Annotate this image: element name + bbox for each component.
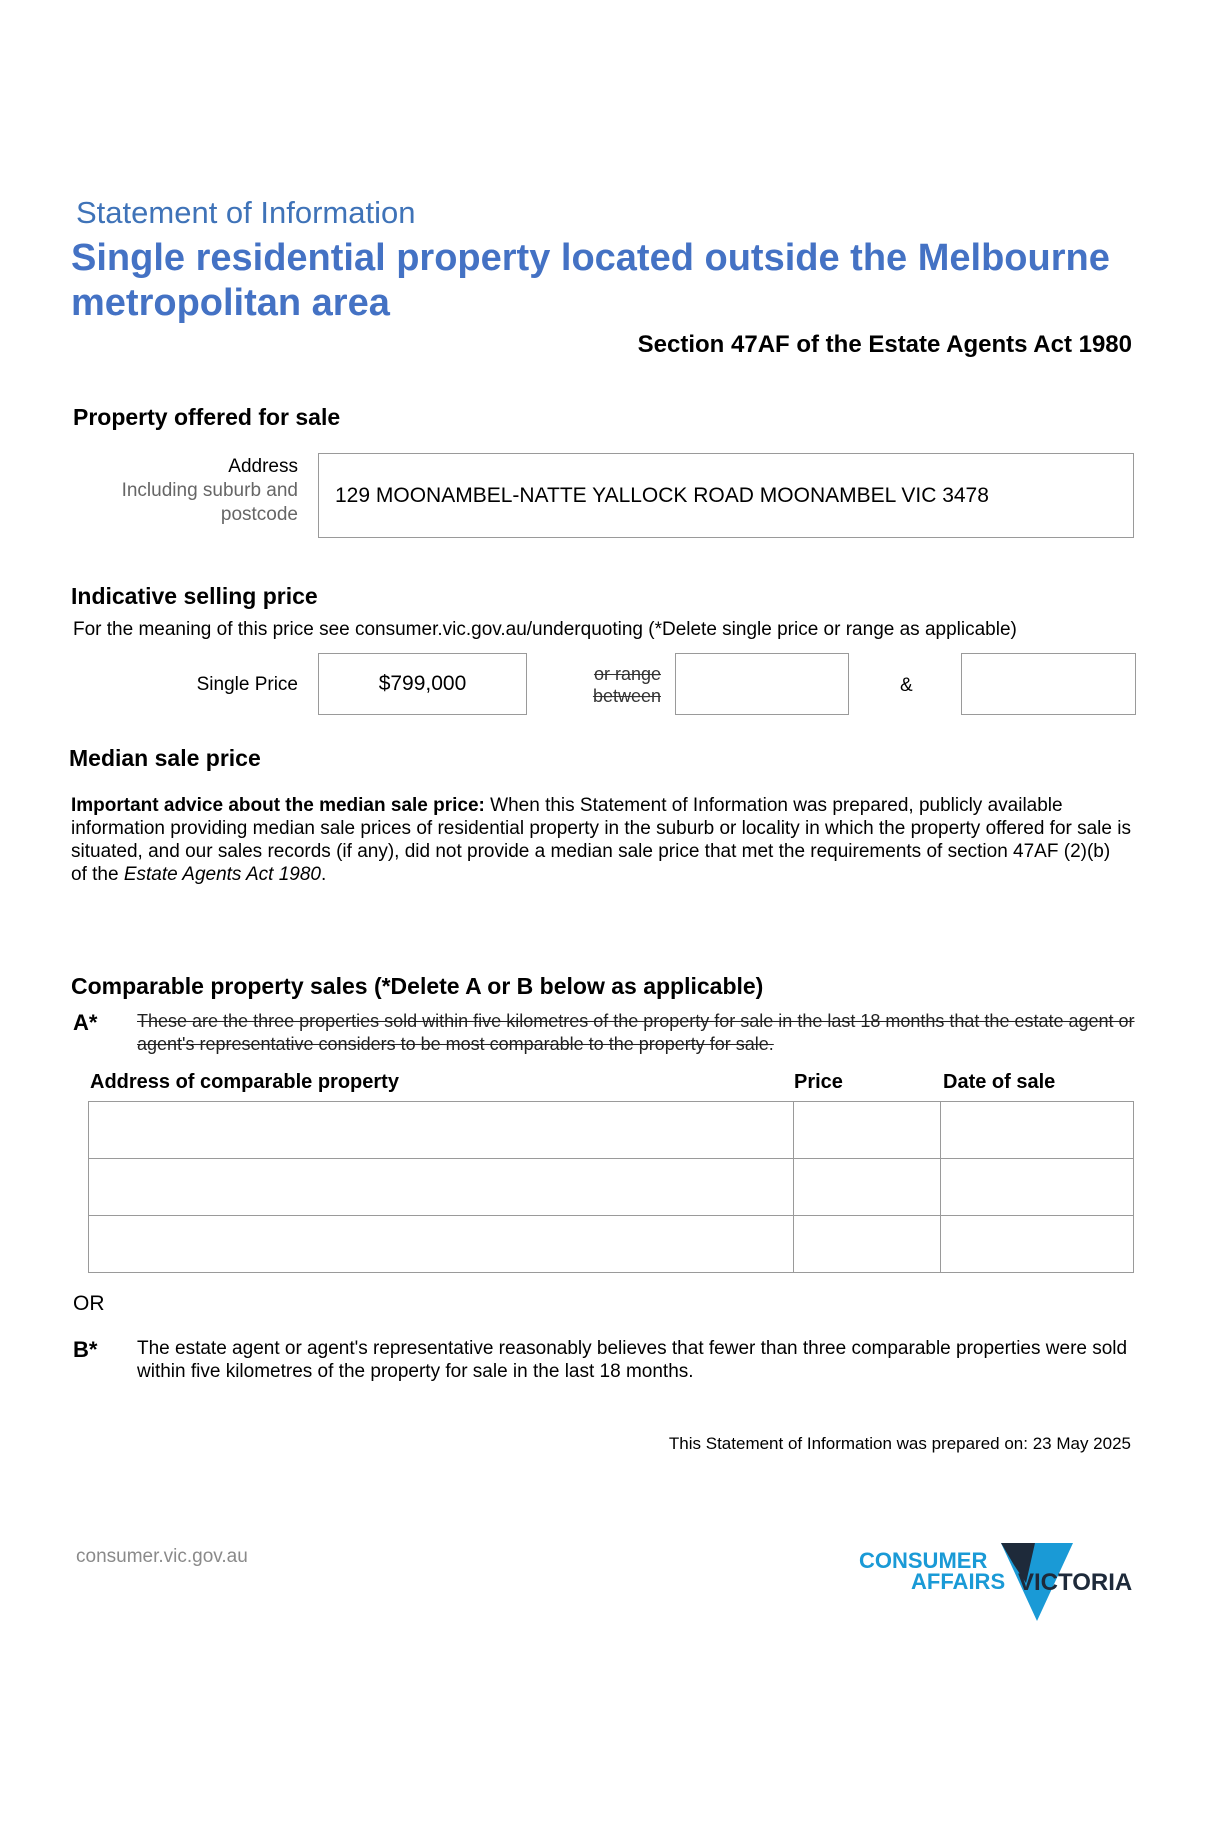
row-address-cell[interactable]: [89, 1102, 794, 1159]
range-label: [575, 663, 661, 707]
median-advice: [71, 794, 1131, 886]
option-b-letter: B*: [73, 1337, 98, 1362]
advice-text: When this Statement of Information was prepared, publicly available information providing median sale prices of residential property in the suburb or locality in which the property offered for sale is situated, and our sales records (if any), did not provide a median sale price that met the requirements of section 47AF (2)(b) of the: [71, 795, 1131, 885]
address-field[interactable]: [318, 453, 1134, 538]
single-price-value: $799,000: [378, 672, 467, 695]
range-label-line-1: or range: [593, 664, 661, 684]
table-row: [89, 1216, 1134, 1273]
option-a-text: These are the three properties sold within five kilometres of the property for sale in the last 18 months that the estate agent or agent's representative considers to be most comparable to the property for sale.: [137, 1011, 1135, 1054]
range-ampersand: &: [900, 675, 913, 696]
row-date-cell[interactable]: [941, 1216, 1134, 1273]
single-price-field[interactable]: [318, 653, 527, 715]
option-a-letter: A*: [73, 1010, 98, 1035]
single-price-label: Single Price: [196, 674, 298, 695]
comparable-table: [88, 1101, 1134, 1273]
address-label-group: [90, 455, 298, 527]
row-date-cell[interactable]: [941, 1159, 1134, 1216]
row-date-cell[interactable]: [941, 1102, 1134, 1159]
row-price-cell[interactable]: [794, 1159, 941, 1216]
document-subtitle: Statement of Information: [76, 195, 416, 230]
median-heading: Median sale price: [69, 745, 261, 771]
price-meaning: For the meaning of this price see consumer.vic.gov.au/underquoting (*Delete single price or range as applicable): [73, 619, 1017, 640]
range-high-field[interactable]: [961, 653, 1136, 715]
advice-bold: Important advice about the median sale price:: [71, 795, 485, 816]
advice-end: .: [321, 864, 327, 885]
row-price-cell[interactable]: [794, 1102, 941, 1159]
section-reference: Section 47AF of the Estate Agents Act 1980: [637, 331, 1132, 358]
address-sublabel-1: Including suburb and: [121, 480, 298, 501]
row-price-cell[interactable]: [794, 1216, 941, 1273]
property-heading: Property offered for sale: [73, 404, 341, 430]
logo-text-line3: VICTORIA: [1018, 1569, 1133, 1596]
row-address-cell[interactable]: [89, 1159, 794, 1216]
range-low-field[interactable]: [675, 653, 849, 715]
table-row: [89, 1102, 1134, 1159]
logo-graphic: [858, 1543, 1138, 1623]
table-row: [89, 1159, 1134, 1216]
document-title: Single residential property located outside the Melbourne metropolitan area: [71, 237, 1110, 324]
col-price-header: Price: [794, 1071, 843, 1093]
option-b-text: The estate agent or agent's representative reasonably believes that fewer than three comparable properties were sold within five kilometres of the property for sale in the last 18 months.: [137, 1338, 1128, 1382]
footer-url[interactable]: consumer.vic.gov.au: [76, 1546, 248, 1567]
price-heading: Indicative selling price: [71, 583, 318, 609]
logo-text-line1: CONSUMER: [859, 1548, 988, 1573]
col-date-header: Date of sale: [943, 1071, 1056, 1093]
logo-text-line2: AFFAIRS: [911, 1569, 1006, 1594]
address-value: 129 MOONAMBEL-NATTE YALLOCK ROAD MOONAMBEL VIC 3478: [335, 483, 989, 507]
row-address-cell[interactable]: [89, 1216, 794, 1273]
range-label-line-2: between: [592, 686, 661, 706]
comparable-heading: Comparable property sales (*Delete A or B below as applicable): [71, 973, 764, 999]
advice-act: Estate Agents Act 1980: [123, 864, 321, 885]
address-sublabel-2: postcode: [220, 504, 298, 525]
col-address-header: Address of comparable property: [90, 1071, 399, 1093]
prepared-date: This Statement of Information was prepared on: 23 May 2025: [668, 1434, 1131, 1453]
address-label: Address: [228, 456, 298, 477]
or-separator: OR: [73, 1292, 105, 1315]
consumer-affairs-victoria-logo: [858, 1543, 1138, 1623]
